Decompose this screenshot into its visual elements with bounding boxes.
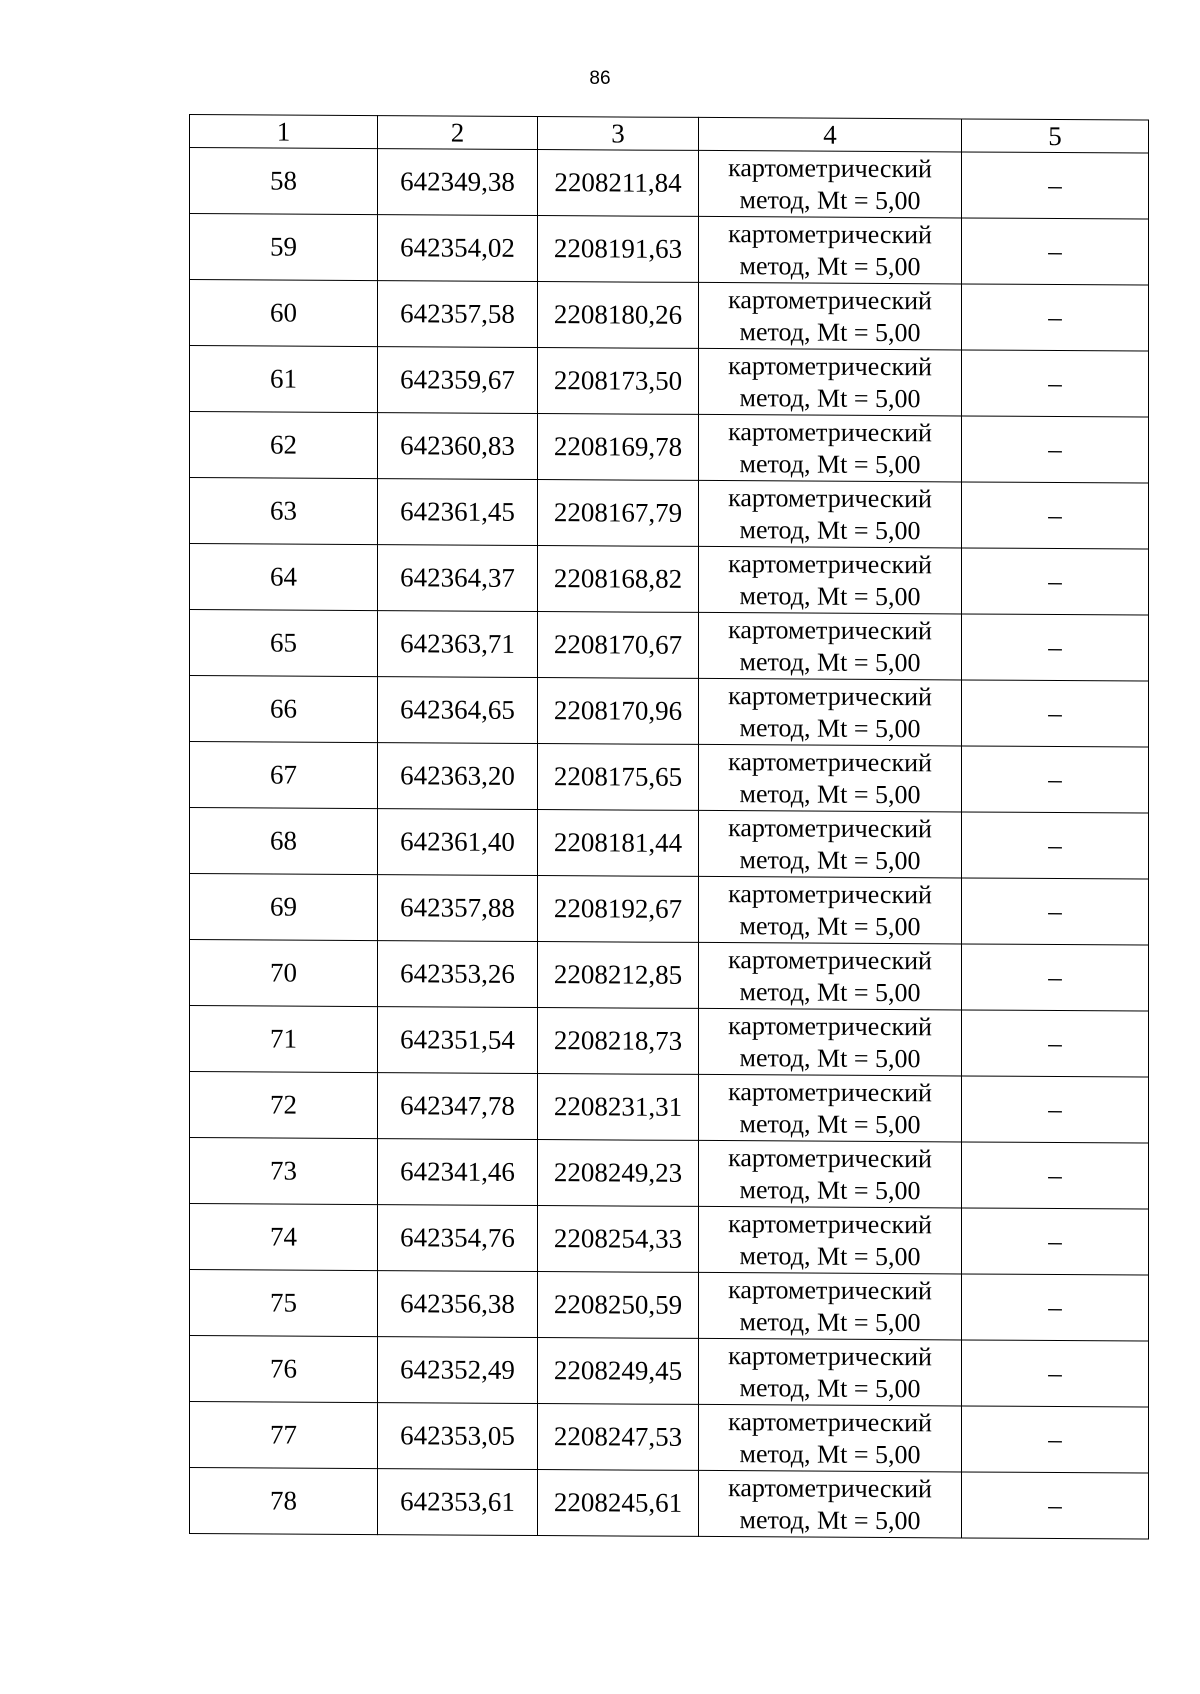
note-cell: – — [962, 1340, 1149, 1407]
method-line: картометрический — [728, 1142, 932, 1173]
method-accuracy-line: метод, Mt = 5,00 — [739, 580, 921, 611]
x-coordinate-cell: 642353,61 — [378, 1469, 538, 1536]
table-row — [190, 148, 1149, 220]
method-cell — [699, 1140, 962, 1208]
x-coordinate-cell: 642351,54 — [378, 1007, 538, 1074]
point-number-cell: 70 — [190, 940, 378, 1007]
table-row — [190, 1006, 1149, 1078]
column-header: 1 — [190, 115, 378, 149]
table-row — [190, 412, 1149, 484]
note-cell: – — [962, 1472, 1149, 1539]
method-accuracy-line: метод, Mt = 5,00 — [739, 976, 921, 1007]
y-coordinate-cell: 2208250,59 — [538, 1272, 699, 1339]
table-row — [190, 1138, 1149, 1210]
method-cell — [699, 1008, 962, 1076]
method-cell — [699, 216, 962, 284]
x-coordinate-cell: 642361,40 — [378, 809, 538, 876]
method-accuracy-line: метод, Mt = 5,00 — [739, 448, 921, 479]
method-line: картометрический — [728, 1340, 932, 1371]
method-cell — [699, 480, 962, 548]
point-number-cell: 78 — [190, 1468, 378, 1535]
note-cell: – — [962, 746, 1149, 813]
table-row — [190, 214, 1149, 286]
note-cell: – — [962, 944, 1149, 1011]
y-coordinate-cell: 2208170,96 — [538, 678, 699, 745]
y-coordinate-cell: 2208181,44 — [538, 810, 699, 877]
table-row — [190, 280, 1149, 352]
y-coordinate-cell: 2208175,65 — [538, 744, 699, 811]
y-coordinate-cell: 2208249,23 — [538, 1140, 699, 1207]
y-coordinate-cell: 2208247,53 — [538, 1404, 699, 1471]
point-number-cell: 76 — [190, 1336, 378, 1403]
method-line: картометрический — [728, 1472, 932, 1503]
x-coordinate-cell: 642359,67 — [378, 347, 538, 414]
method-line: картометрический — [728, 812, 932, 843]
x-coordinate-cell: 642349,38 — [378, 149, 538, 216]
method-line: картометрический — [728, 746, 932, 777]
note-cell: – — [962, 812, 1149, 879]
method-line: картометрический — [728, 614, 932, 645]
y-coordinate-cell: 2208173,50 — [538, 348, 699, 415]
method-cell — [699, 1404, 962, 1472]
note-cell: – — [962, 152, 1149, 219]
x-coordinate-cell: 642361,45 — [378, 479, 538, 546]
method-accuracy-line: метод, Mt = 5,00 — [739, 1240, 921, 1271]
table-row — [190, 874, 1149, 946]
y-coordinate-cell: 2208192,67 — [538, 876, 699, 943]
method-cell — [699, 612, 962, 680]
method-cell — [699, 678, 962, 746]
note-cell: – — [962, 1274, 1149, 1341]
method-line: картометрический — [728, 548, 932, 579]
y-coordinate-cell: 2208254,33 — [538, 1206, 699, 1273]
table-row — [190, 742, 1149, 814]
table-row — [190, 346, 1149, 418]
x-coordinate-cell: 642364,37 — [378, 545, 538, 612]
method-cell — [699, 348, 962, 416]
table-row — [190, 1204, 1149, 1276]
point-number-cell: 62 — [190, 412, 378, 479]
method-accuracy-line: метод, Mt = 5,00 — [739, 1108, 921, 1139]
method-cell — [699, 744, 962, 812]
method-cell — [699, 282, 962, 350]
method-line: картометрический — [728, 944, 932, 975]
coordinates-table — [189, 114, 1149, 1540]
point-number-cell: 74 — [190, 1204, 378, 1271]
table-row — [190, 1270, 1149, 1342]
method-accuracy-line: метод, Mt = 5,00 — [739, 1438, 921, 1469]
point-number-cell: 65 — [190, 610, 378, 677]
method-line: картометрический — [728, 218, 932, 249]
method-line: картометрический — [728, 878, 932, 909]
method-line: картометрический — [728, 1010, 932, 1041]
point-number-cell: 67 — [190, 742, 378, 809]
note-cell: – — [962, 548, 1149, 615]
method-accuracy-line: метод, Mt = 5,00 — [739, 184, 921, 215]
x-coordinate-cell: 642353,26 — [378, 941, 538, 1008]
method-accuracy-line: метод, Mt = 5,00 — [739, 514, 921, 545]
note-cell: – — [962, 878, 1149, 945]
y-coordinate-cell: 2208168,82 — [538, 546, 699, 613]
method-cell — [699, 1206, 962, 1274]
method-accuracy-line: метод, Mt = 5,00 — [739, 1372, 921, 1403]
y-coordinate-cell: 2208218,73 — [538, 1008, 699, 1075]
method-line: картометрический — [728, 350, 932, 381]
point-number-cell: 71 — [190, 1006, 378, 1073]
method-cell — [699, 942, 962, 1010]
method-cell — [699, 414, 962, 482]
method-accuracy-line: метод, Mt = 5,00 — [739, 712, 921, 743]
point-number-cell: 68 — [190, 808, 378, 875]
point-number-cell: 66 — [190, 676, 378, 743]
method-accuracy-line: метод, Mt = 5,00 — [739, 910, 921, 941]
y-coordinate-cell: 2208211,84 — [538, 150, 699, 217]
table-row — [190, 478, 1149, 550]
method-cell — [699, 546, 962, 614]
method-cell — [699, 876, 962, 944]
point-number-cell: 69 — [190, 874, 378, 941]
method-accuracy-line: метод, Mt = 5,00 — [739, 382, 921, 413]
note-cell: – — [962, 218, 1149, 285]
method-line: картометрический — [728, 1274, 932, 1305]
table-row — [190, 610, 1149, 682]
method-accuracy-line: метод, Mt = 5,00 — [739, 1504, 921, 1535]
y-coordinate-cell: 2208191,63 — [538, 216, 699, 283]
x-coordinate-cell: 642353,05 — [378, 1403, 538, 1470]
point-number-cell: 61 — [190, 346, 378, 413]
method-accuracy-line: метод, Mt = 5,00 — [739, 778, 921, 809]
table-row — [190, 544, 1149, 616]
method-cell — [699, 150, 962, 218]
table-row — [190, 808, 1149, 880]
note-cell: – — [962, 614, 1149, 681]
method-accuracy-line: метод, Mt = 5,00 — [739, 646, 921, 677]
method-cell — [699, 1272, 962, 1340]
column-header: 4 — [699, 117, 962, 152]
x-coordinate-cell: 642352,49 — [378, 1337, 538, 1404]
point-number-cell: 73 — [190, 1138, 378, 1205]
method-line: картометрический — [728, 680, 932, 711]
y-coordinate-cell: 2208170,67 — [538, 612, 699, 679]
y-coordinate-cell: 2208180,26 — [538, 282, 699, 349]
method-line: картометрический — [728, 416, 932, 447]
method-accuracy-line: метод, Mt = 5,00 — [739, 316, 921, 347]
table-row — [190, 1402, 1149, 1474]
y-coordinate-cell: 2208167,79 — [538, 480, 699, 547]
point-number-cell: 63 — [190, 478, 378, 545]
note-cell: – — [962, 1076, 1149, 1143]
method-accuracy-line: метод, Mt = 5,00 — [739, 1306, 921, 1337]
method-accuracy-line: метод, Mt = 5,00 — [739, 250, 921, 281]
method-line: картометрический — [728, 1406, 932, 1437]
y-coordinate-cell: 2208169,78 — [538, 414, 699, 481]
x-coordinate-cell: 642354,76 — [378, 1205, 538, 1272]
point-number-cell: 58 — [190, 148, 378, 215]
column-header: 2 — [378, 116, 538, 150]
point-number-cell: 77 — [190, 1402, 378, 1469]
note-cell: – — [962, 350, 1149, 417]
table-row — [190, 1336, 1149, 1408]
x-coordinate-cell: 642354,02 — [378, 215, 538, 282]
point-number-cell: 59 — [190, 214, 378, 281]
method-accuracy-line: метод, Mt = 5,00 — [739, 844, 921, 875]
x-coordinate-cell: 642356,38 — [378, 1271, 538, 1338]
column-header: 3 — [538, 117, 699, 151]
x-coordinate-cell: 642363,20 — [378, 743, 538, 810]
note-cell: – — [962, 416, 1149, 483]
table-row — [190, 676, 1149, 748]
method-line: картометрический — [728, 1208, 932, 1239]
note-cell: – — [962, 1142, 1149, 1209]
note-cell: – — [962, 680, 1149, 747]
x-coordinate-cell: 642357,58 — [378, 281, 538, 348]
column-header: 5 — [962, 119, 1149, 153]
y-coordinate-cell: 2208212,85 — [538, 942, 699, 1009]
method-line: картометрический — [728, 152, 932, 183]
point-number-cell: 64 — [190, 544, 378, 611]
note-cell: – — [962, 1208, 1149, 1275]
table-row — [190, 1072, 1149, 1144]
point-number-cell: 72 — [190, 1072, 378, 1139]
method-cell — [699, 1470, 962, 1538]
method-line: картометрический — [728, 1076, 932, 1107]
table-header-row — [190, 115, 1149, 154]
note-cell: – — [962, 1406, 1149, 1473]
x-coordinate-cell: 642347,78 — [378, 1073, 538, 1140]
note-cell: – — [962, 1010, 1149, 1077]
y-coordinate-cell: 2208231,31 — [538, 1074, 699, 1141]
method-line: картометрический — [728, 284, 932, 315]
method-cell — [699, 810, 962, 878]
method-line: картометрический — [728, 482, 932, 513]
method-accuracy-line: метод, Mt = 5,00 — [739, 1042, 921, 1073]
x-coordinate-cell: 642363,71 — [378, 611, 538, 678]
x-coordinate-cell: 642341,46 — [378, 1139, 538, 1206]
note-cell: – — [962, 284, 1149, 351]
x-coordinate-cell: 642364,65 — [378, 677, 538, 744]
x-coordinate-cell: 642360,83 — [378, 413, 538, 480]
note-cell: – — [962, 482, 1149, 549]
y-coordinate-cell: 2208249,45 — [538, 1338, 699, 1405]
point-number-cell: 75 — [190, 1270, 378, 1337]
x-coordinate-cell: 642357,88 — [378, 875, 538, 942]
method-cell — [699, 1338, 962, 1406]
point-number-cell: 60 — [190, 280, 378, 347]
y-coordinate-cell: 2208245,61 — [538, 1470, 699, 1537]
method-cell — [699, 1074, 962, 1142]
method-accuracy-line: метод, Mt = 5,00 — [739, 1174, 921, 1205]
table-row — [190, 940, 1149, 1012]
page-number: 86 — [589, 68, 611, 89]
table-row — [190, 1468, 1149, 1540]
